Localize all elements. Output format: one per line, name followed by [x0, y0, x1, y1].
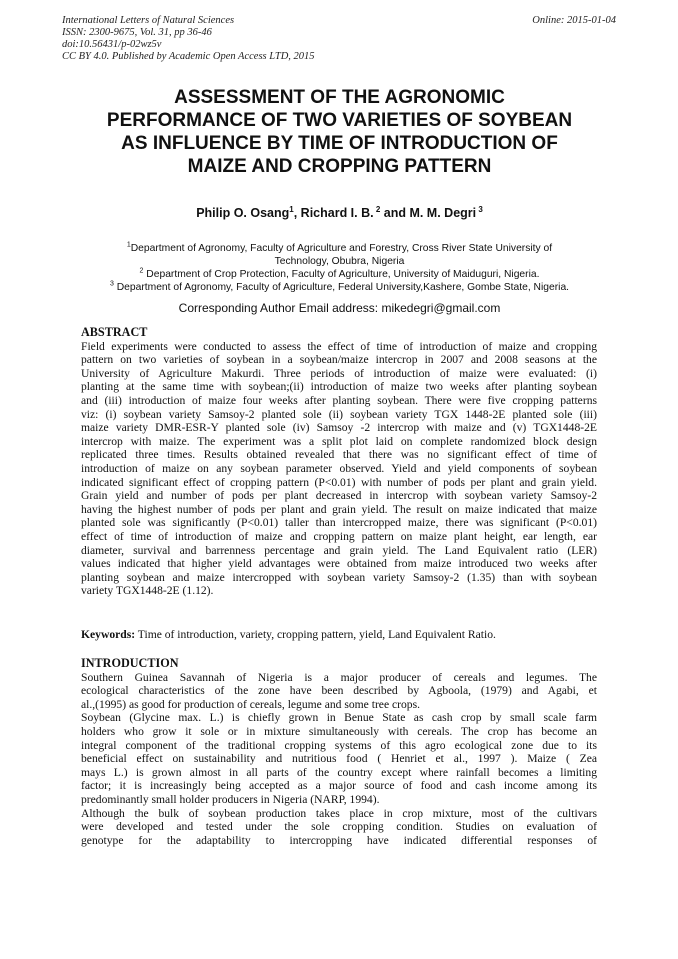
affiliation-3 [62, 281, 617, 294]
text-line: introduction of maize on any soybean parameter observed. Yield and yield components of soybean [81, 461, 597, 475]
affiliation-2 [62, 268, 617, 281]
affiliations [62, 242, 617, 294]
affiliation-marker: 2 [139, 267, 144, 275]
title-line: MAIZE AND CROPPING PATTERN [187, 156, 492, 177]
text-line: Southern Guinea Savannah of Nigeria is a major producer of cereals and legumes. The [81, 670, 597, 684]
text-line: genotype for the adaptability to intercropping have indicated differential responses of [81, 833, 597, 847]
affiliation-1-cont: Technology, Obubra, Nigeria [274, 256, 405, 267]
abstract-body [81, 340, 597, 598]
keywords-label: Keywords: [81, 628, 136, 641]
abstract-heading: ABSTRACT [81, 325, 148, 339]
affiliation-1 [62, 242, 617, 255]
affiliation-marker: 3 [109, 280, 114, 288]
introduction-section [81, 657, 597, 847]
title-line: PERFORMANCE OF TWO VARIETIES OF SOYBEAN [106, 110, 573, 131]
text-line: diameter, survival and barrenness percentage and grain yield. The Land Equivalent ratio (LER) [81, 543, 597, 557]
corresponding-author: Corresponding Author Email address: mikedegri@gmail.com [178, 301, 501, 315]
text-line: were developed and tested under the sole cropping condition. Studies on evaluation of [81, 820, 597, 834]
text-line: variety TGX1448-2E (1.12). [81, 584, 214, 598]
introduction-body [81, 671, 597, 848]
text-line: viz: (i) soybean variety Samsoy-2 planted sole (ii) soybean variety TGX 1448-2E planted sole (iii) [81, 407, 597, 421]
text-line: and (iii) introduction of maize four weeks after planting soybean. There were five cropping patterns [81, 393, 597, 407]
keywords [81, 628, 597, 641]
text-line: effect of time of introduction of maize and cropping pattern on maize plant height, ear length, ear [81, 529, 597, 543]
journal-issn: ISSN: 2300-9675, Vol. 31, pp 36-46 [62, 27, 212, 38]
text-line: maize variety DMR-ESR-Y planted sole (iv) Samsoy -2 intercrop with maize and (v) TGX1448-2E [81, 421, 597, 435]
text-line: Although the bulk of soybean production takes place in crop mixture, most of the cultivars [81, 806, 597, 820]
author-name: Philip O. Osang [196, 206, 290, 220]
paper-title [62, 86, 617, 178]
text-line: intercrop with maize. The experiment was a split plot laid on complete randomized block design [81, 434, 597, 448]
text-line: having the highest number of pods per plant and grain yield. The result on maize indicated that maize [81, 502, 597, 516]
author-name: , Richard I. B. [293, 206, 374, 220]
author-marker: 1 [289, 204, 294, 214]
author-list [62, 206, 617, 220]
keywords-text: Time of introduction, variety, cropping pattern, yield, Land Equivalent Ratio. [135, 628, 496, 641]
text-line: planting at the same time with soybean;(ii) introduction of maize two weeks after planting soybean [81, 380, 597, 394]
author-name: and M. M. Degri [380, 206, 477, 220]
text-line: beneficial effect on sustainability and nutritious food ( Henriet et al., 1997 ). Maize ( Zea [81, 752, 597, 766]
journal-doi: doi:10.56431/p-02wz5v [62, 39, 162, 50]
text-line: predominantly small holder producers in Nigeria (NARP, 1994). [81, 792, 380, 806]
text-line: Soybean (Glycine max. L.) is chiefly grown in Benue State as cash crop by small scale farm [81, 711, 597, 725]
journal-name: International Letters of Natural Sciences [62, 15, 235, 26]
journal-license: CC BY 4.0. Published by Academic Open Access LTD, 2015 [62, 51, 315, 62]
title-line: AS INFLUENCE BY TIME OF INTRODUCTION OF [121, 133, 558, 154]
abstract-section [81, 326, 597, 598]
author-marker: 3 [476, 204, 483, 214]
affiliation-text: Department of Agronomy, Faculty of Agriculture, Federal University,Kashere, Gombe State, Nigeria. [113, 282, 570, 293]
affiliation-text: Department of Agronomy, Faculty of Agriculture and Forestry, Cross River State University of [130, 243, 553, 254]
text-line: planted sole was significantly (P<0.01) taller than intercropped maize, there was significant (P<0.01) [81, 516, 597, 530]
text-line: planting soybean and maize intercropped with soybean variety Samsoy-2 (1.35) than with soybean [81, 570, 597, 584]
text-line: holders who grow it sole or in mixture simultaneously with cereals. The crop has become an [81, 724, 597, 738]
text-line: factor; it is increasingly being accepted as a major source of food and cash income among its [81, 779, 597, 793]
author-marker: 2 [373, 204, 381, 214]
introduction-heading: INTRODUCTION [81, 656, 179, 670]
text-line: Field experiments were conducted to assess the effect of time of introduction of maize and cropping [81, 339, 597, 353]
text-line: mays L.) is grown almost in all parts of the country except where rainfall becomes a limiting [81, 765, 597, 779]
text-line: integral component of the traditional cropping systems of this agro ecological zone due to its [81, 738, 597, 752]
affiliation-text: Department of Crop Protection, Faculty of Agriculture, University of Maiduguri, Nigeria. [143, 269, 540, 280]
text-line: al.,(1995) as good for production of cereals, legume and some tree crops. [81, 697, 421, 711]
text-line: University of Agriculture Makurdi. Three periods of introduction of maize were evaluated: (i) [81, 366, 597, 380]
title-line: ASSESSMENT OF THE AGRONOMIC [174, 87, 505, 108]
text-line: indicated significant effect of cropping pattern (P<0.01) with number of pods per plant and grain yield. [81, 475, 597, 489]
text-line: replicated three times. Results obtained revealed that there was no significant effect of time of [81, 448, 597, 462]
affiliation-marker: 1 [126, 241, 131, 249]
online-date: Online: 2015-01-04 [532, 15, 616, 26]
text-line: pattern on two varieties of soybean in a soybean/maize intercrop in 2007 and 2008 seasons at the [81, 353, 597, 367]
text-line: Grain yield and number of pods per plant decreased in intercrop with soybean variety Samsoy-2 [81, 489, 597, 503]
text-line: values indicated that higher yield advantages were obtained from maize introduced two weeks after [81, 557, 597, 571]
text-line: ecological characteristics of the zone have been described by Agboola, (1979) and Agabi, et [81, 684, 597, 698]
